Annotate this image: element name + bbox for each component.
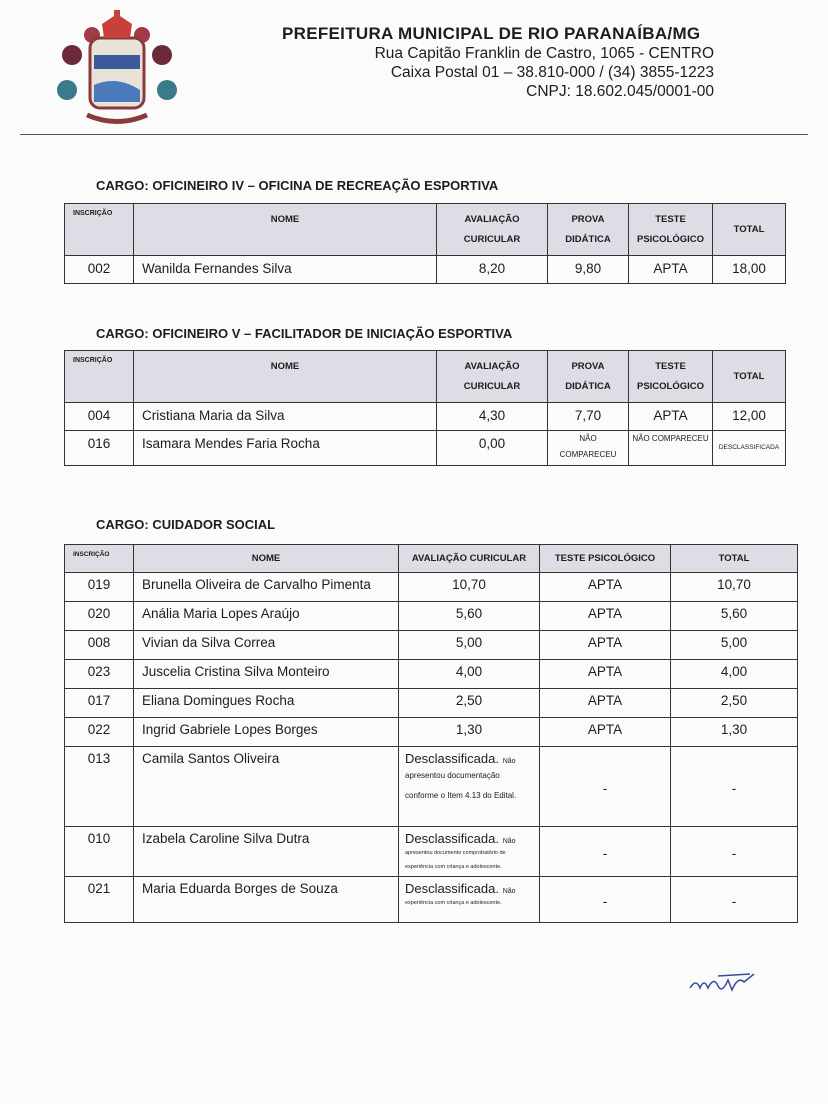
disqualification-reason: apresentou documentação conforme o Item 4.13 do Edital. xyxy=(405,771,517,800)
nome: Vivian da Silva Correa xyxy=(134,631,399,660)
inscricao: 016 xyxy=(65,431,134,466)
total: 12,00 xyxy=(713,403,786,431)
nome: Ingrid Gabriele Lopes Borges xyxy=(134,718,399,747)
inscricao: 017 xyxy=(65,689,134,718)
disqualification-reason: experiência com criança e adolescente. xyxy=(405,900,502,906)
avaliacao: 5,00 xyxy=(399,631,540,660)
inscricao: 021 xyxy=(65,877,134,923)
teste: APTA xyxy=(629,403,713,431)
teste: APTA xyxy=(540,602,671,631)
table-row-disqualified xyxy=(65,877,798,923)
results-table-oficineiro-iv xyxy=(64,203,786,284)
avaliacao: 8,20 xyxy=(437,256,548,284)
teste: APTA xyxy=(540,660,671,689)
nome: Isamara Mendes Faria Rocha xyxy=(134,431,437,466)
results-table-oficineiro-v xyxy=(64,350,786,466)
col-header: TOTAL xyxy=(713,351,786,403)
table-row xyxy=(65,573,798,602)
status: Desclassificada. xyxy=(405,751,499,766)
prova: NÃO COMPARECEU xyxy=(559,434,617,459)
avaliacao: 10,70 xyxy=(399,573,540,602)
inscricao: 022 xyxy=(65,718,134,747)
col-header: PROVA DIDÁTICA xyxy=(548,351,629,403)
prova: 9,80 xyxy=(548,256,629,284)
section-title: CARGO: OFICINEIRO IV – OFICINA DE RECREAÇÃO ESPORTIVA xyxy=(96,178,499,193)
section-title: CARGO: CUIDADOR SOCIAL xyxy=(96,517,276,532)
col-header: TESTE PSICOLÓGICO xyxy=(629,351,713,403)
avaliacao: 2,50 xyxy=(399,689,540,718)
address: Rua Capitão Franklin de Castro, 1065 - CENTRO xyxy=(374,45,714,62)
col-header: TOTAL xyxy=(713,204,786,256)
teste: APTA xyxy=(540,631,671,660)
col-header: INSCRIÇÃO xyxy=(65,545,134,573)
nome: Camila Santos Oliveira xyxy=(134,747,399,827)
total: DESCLASSIFICADA xyxy=(718,444,780,451)
prova: 7,70 xyxy=(548,403,629,431)
table-row xyxy=(65,602,798,631)
total: - xyxy=(671,747,798,827)
total: 5,00 xyxy=(671,631,798,660)
total: 2,50 xyxy=(671,689,798,718)
teste: APTA xyxy=(540,573,671,602)
col-header: TESTE PSICOLÓGICO xyxy=(629,204,713,256)
table-row-disqualified xyxy=(65,747,798,827)
status: Desclassificada. xyxy=(405,881,499,896)
col-header: TESTE PSICOLÓGICO xyxy=(540,545,671,573)
disqualification-reason: apresentou documento comprobatório de experiência com criança e adolescente. xyxy=(405,850,506,870)
inscricao: 019 xyxy=(65,573,134,602)
table-row xyxy=(65,660,798,689)
table-row xyxy=(65,718,798,747)
col-header: PROVA DIDÁTICA xyxy=(548,204,629,256)
table-row-disqualified xyxy=(65,827,798,877)
nome: Cristiana Maria da Silva xyxy=(134,403,437,431)
postal-phone: Caixa Postal 01 – 38.810-000 / (34) 3855-1223 xyxy=(390,64,714,81)
total: - xyxy=(671,827,798,877)
nome: Juscelia Cristina Silva Monteiro xyxy=(134,660,399,689)
teste: NÃO COMPARECEU xyxy=(632,434,709,443)
total: 1,30 xyxy=(671,718,798,747)
avaliacao: 4,30 xyxy=(437,403,548,431)
nome: Eliana Domingues Rocha xyxy=(134,689,399,718)
inscricao: 010 xyxy=(65,827,134,877)
avaliacao: 1,30 xyxy=(399,718,540,747)
col-header: TOTAL xyxy=(671,545,798,573)
col-header: INSCRIÇÃO xyxy=(65,351,134,403)
col-header: AVALIAÇÃO CURICULAR xyxy=(399,545,540,573)
nome: Brunella Oliveira de Carvalho Pimenta xyxy=(134,573,399,602)
avaliacao: 0,00 xyxy=(437,431,548,466)
inscricao: 004 xyxy=(65,403,134,431)
col-header: INSCRIÇÃO xyxy=(65,204,134,256)
inscricao: 013 xyxy=(65,747,134,827)
status-nao: Não xyxy=(502,838,516,845)
col-header: NOME xyxy=(134,351,437,403)
results-table-cuidador-social xyxy=(64,544,798,923)
section-title: CARGO: OFICINEIRO V – FACILITADOR DE INICIAÇÃO ESPORTIVA xyxy=(96,326,513,341)
nome: Anália Maria Lopes Araújo xyxy=(134,602,399,631)
col-header: NOME xyxy=(134,545,399,573)
status: Desclassificada. xyxy=(405,831,499,846)
col-header: AVALIAÇÃO CURICULAR xyxy=(437,351,548,403)
table-row xyxy=(65,256,786,284)
col-header: AVALIAÇÃO CURICULAR xyxy=(437,204,548,256)
inscricao: 023 xyxy=(65,660,134,689)
table-row xyxy=(65,631,798,660)
total: 10,70 xyxy=(671,573,798,602)
col-header: NOME xyxy=(134,204,437,256)
teste: - xyxy=(540,877,671,923)
status-nao: Não xyxy=(502,888,516,895)
municipal-coat-of-arms-logo xyxy=(52,10,182,130)
avaliacao: 4,00 xyxy=(399,660,540,689)
avaliacao: 5,60 xyxy=(399,602,540,631)
total: 4,00 xyxy=(671,660,798,689)
inscricao: 020 xyxy=(65,602,134,631)
teste: - xyxy=(540,747,671,827)
teste: APTA xyxy=(540,689,671,718)
signature xyxy=(688,968,758,998)
teste: - xyxy=(540,827,671,877)
letterhead xyxy=(282,24,762,101)
total: 5,60 xyxy=(671,602,798,631)
total: - xyxy=(671,877,798,923)
inscricao: 002 xyxy=(65,256,134,284)
nome: Wanilda Fernandes Silva xyxy=(134,256,437,284)
total: 18,00 xyxy=(713,256,786,284)
nome: Maria Eduarda Borges de Souza xyxy=(134,877,399,923)
table-row xyxy=(65,403,786,431)
header-divider xyxy=(20,134,808,135)
teste: APTA xyxy=(540,718,671,747)
teste: APTA xyxy=(629,256,713,284)
table-row xyxy=(65,431,786,466)
inscricao: 008 xyxy=(65,631,134,660)
municipality-title: PREFEITURA MUNICIPAL DE RIO PARANAÍBA/MG xyxy=(282,24,701,43)
status-nao: Não xyxy=(502,758,516,765)
table-row xyxy=(65,689,798,718)
nome: Izabela Caroline Silva Dutra xyxy=(134,827,399,877)
cnpj: CNPJ: 18.602.045/0001-00 xyxy=(526,83,714,100)
